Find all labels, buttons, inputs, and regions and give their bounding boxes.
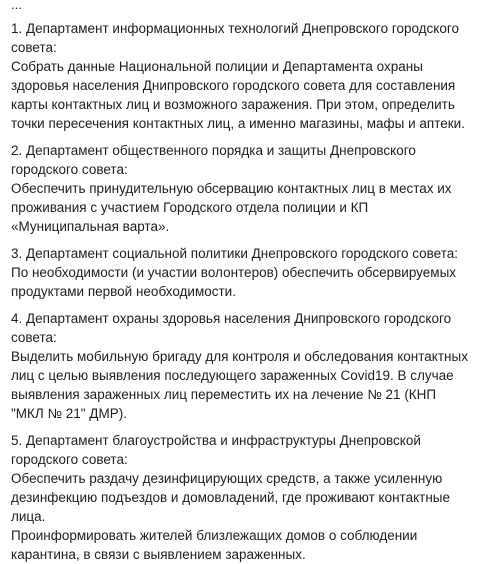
section-title <box>11 19 491 57</box>
section-body-line: выявления зараженных лиц переместить их на лечение № 21 (КНП <box>11 387 437 402</box>
section-title <box>11 431 491 469</box>
section-title <box>11 141 491 179</box>
section-title-line: городского совета: <box>11 162 128 177</box>
section-title-line: 4. Департамент охраны здоровья населения Днипровского городского <box>11 311 452 326</box>
post-section-2 <box>11 141 491 236</box>
post-sections <box>11 19 491 564</box>
section-body-line: Собрать данные Национальной полиции и Департамента охраны <box>11 59 423 74</box>
post-ellipsis: ... <box>11 0 22 12</box>
section-title-line: совета: <box>11 330 57 345</box>
section-body <box>11 347 491 423</box>
section-title-line: 2. Департамент общественного порядка и защиты Днепровского <box>11 143 416 158</box>
section-body-line: "МКЛ № 21" ДМР). <box>11 406 127 421</box>
section-body <box>11 263 491 301</box>
section-title-line: городского совета: <box>11 452 128 467</box>
section-body-line: лиц с целью выявления последующего зараженных Covid19. В случае <box>11 368 454 383</box>
section-body-line: Выделить мобильную бригаду для контроля и обследования контактных <box>11 349 468 364</box>
section-body-line: продуктами первой необходимости. <box>11 284 236 299</box>
section-body-line: точки пересечения контактных лиц, а именно магазины, мафы и аптеки. <box>11 116 465 131</box>
post-section-5 <box>11 431 491 564</box>
post-section-1 <box>11 19 491 133</box>
section-body <box>11 57 491 133</box>
section-body-line: карантина, в связи с выявлением зараженных. <box>11 547 306 562</box>
section-title-line: 3. Департамент социальной политики Днепровского городского совета: <box>11 246 458 261</box>
section-body-line: здоровья населения Днипровского городского совета для составления <box>11 78 456 93</box>
section-body-line: лица. <box>11 509 46 524</box>
section-title-line: 1. Департамент информационных технологий Днепровского городского <box>11 21 460 36</box>
section-body-line: дезинфекцию подъездов и домовладений, где проживают контактные <box>11 490 450 505</box>
section-body-line: «Муниципальная варта». <box>11 219 170 234</box>
section-body <box>11 179 491 236</box>
post-section-3 <box>11 244 491 301</box>
section-body-line: По необходимости (и участии волонтеров) обеспечить обсервируемых <box>11 265 457 280</box>
section-title-line: совета: <box>11 40 57 55</box>
section-body <box>11 469 491 564</box>
section-body-line: карты контактных лиц и возможного заражения. При этом, определить <box>11 97 455 112</box>
section-title <box>11 309 491 347</box>
section-body-line: Обеспечить раздачу дезинфицирующих средств, а также усиленную <box>11 471 443 486</box>
post-section-4 <box>11 309 491 423</box>
section-body-line: проживания с участием Городского отдела полиции и КП <box>11 200 369 215</box>
section-body-line: Обеспечить принудительную обсервацию контактных лиц в местах их <box>11 181 452 196</box>
section-body-line: Проинформировать жителей близлежащих домов о соблюдении <box>11 528 418 543</box>
section-title <box>11 244 491 263</box>
section-title-line: 5. Департамент благоустройства и инфраструктуры Днепровской <box>11 433 421 448</box>
